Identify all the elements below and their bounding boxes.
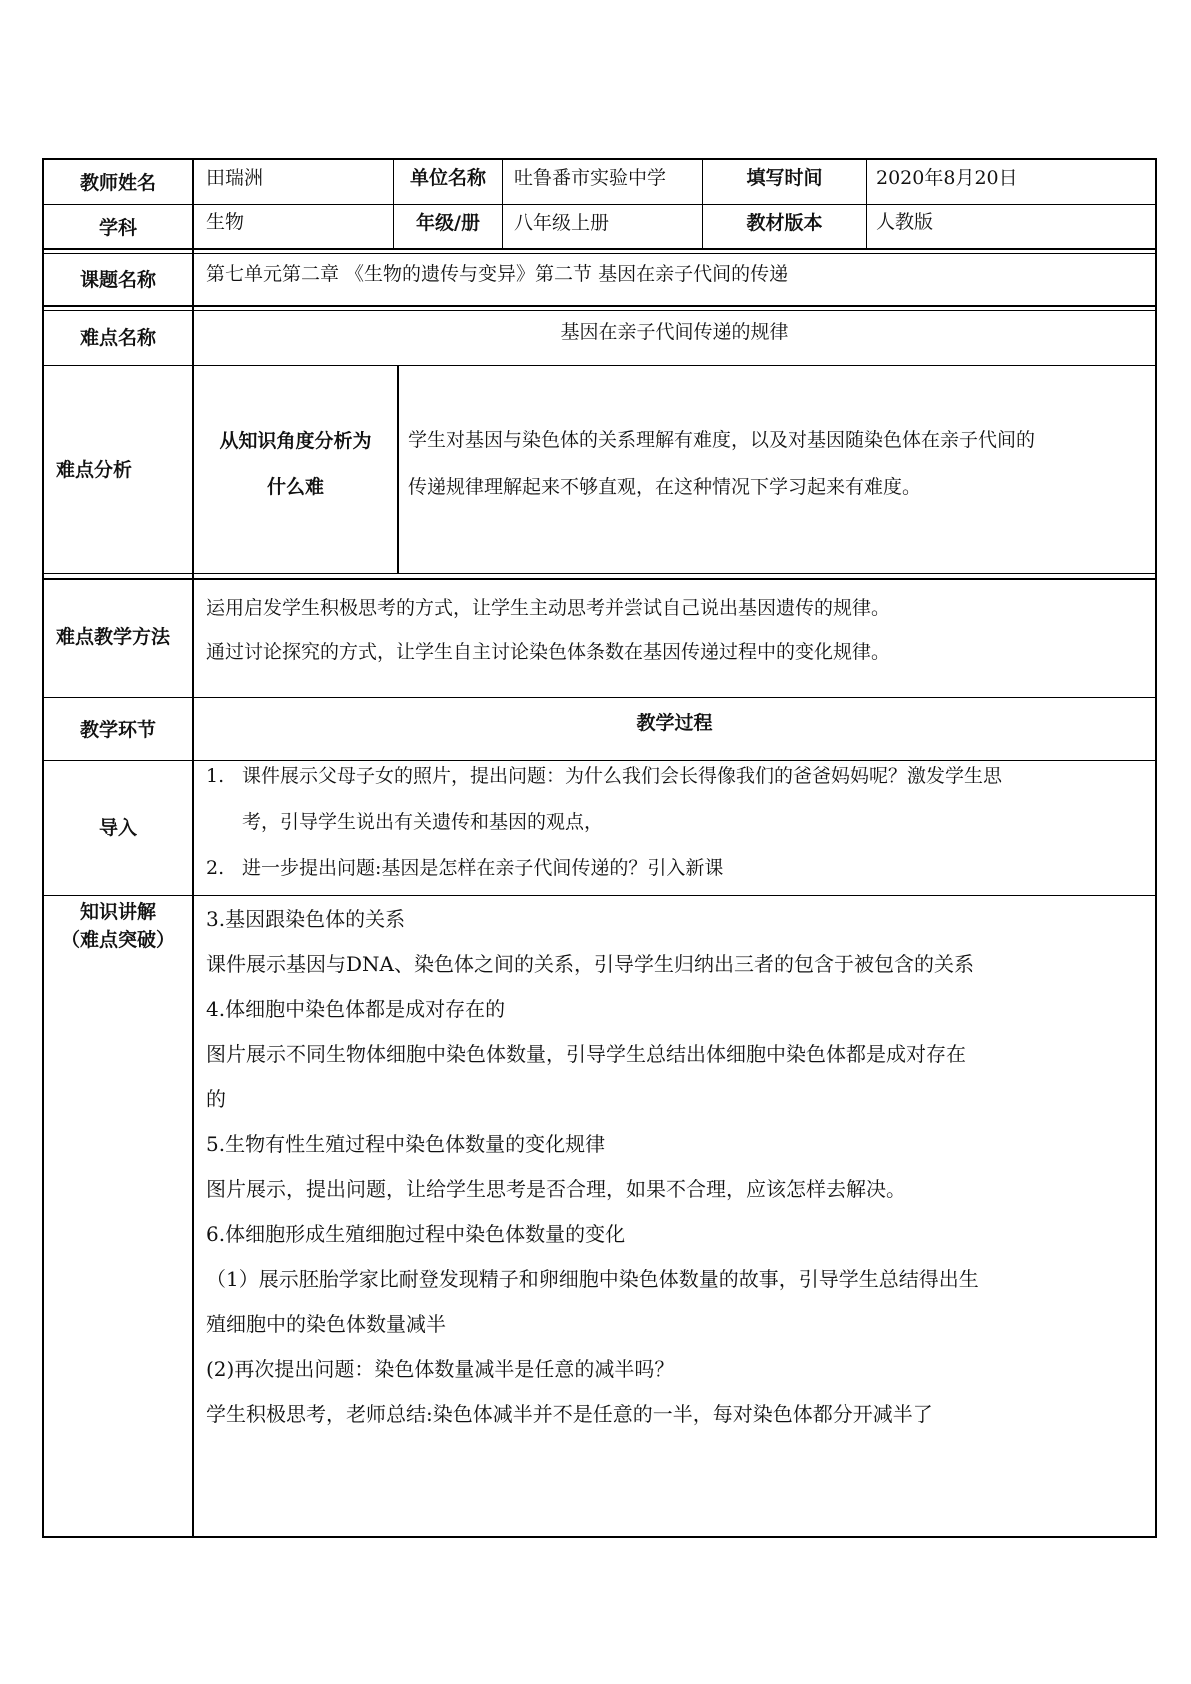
date-label: 填写时间 xyxy=(746,167,823,189)
rule-header-bottom xyxy=(42,248,1157,250)
knowledge-line: 的 xyxy=(206,1087,226,1111)
grade-value: 八年级上册 xyxy=(514,212,610,234)
knowledge-line: 6.体细胞形成生殖细胞过程中染色体数量的变化 xyxy=(206,1222,626,1246)
header-divider-4 xyxy=(866,158,867,250)
topic-label: 课题名称 xyxy=(79,269,156,291)
knowledge-line: 5.生物有性生殖过程中染色体数量的变化规律 xyxy=(206,1132,606,1156)
unit-label: 单位名称 xyxy=(409,167,486,189)
rule-method-bottom xyxy=(42,697,1157,698)
knowledge-line: 图片展示，提出问题，让给学生思考是否合理，如果不合理，应该怎样去解决。 xyxy=(206,1177,906,1201)
header-divider-2 xyxy=(502,158,503,250)
knowledge-content xyxy=(206,897,979,1437)
edition-label: 教材版本 xyxy=(746,212,823,234)
process-header-title: 教学过程 xyxy=(636,712,713,734)
analysis-label: 难点分析 xyxy=(56,459,133,481)
analysis-sub-divider xyxy=(397,365,399,574)
knowledge-line: 学生积极思考，老师总结:染色体减半并不是任意的一半，每对染色体都分开减半了 xyxy=(206,1402,933,1426)
knowledge-line: 4.体细胞中染色体都是成对存在的 xyxy=(206,997,506,1021)
knowledge-line: 课件展示基因与DNA、染色体之间的关系，引导学生归纳出三者的包含于被包含的关系 xyxy=(206,952,974,976)
rule-topic-top xyxy=(42,253,1157,254)
edition-value: 人教版 xyxy=(876,211,934,233)
method-line2: 通过讨论探究的方式，让学生自主讨论染色体条数在基因传递过程中的变化规律。 xyxy=(206,641,891,663)
rule-method-top xyxy=(42,578,1157,580)
knowledge-line: (2)再次提出问题：染色体数量减半是任意的减半吗？ xyxy=(206,1357,675,1381)
grade-label: 年级/册 xyxy=(416,212,480,234)
process-header-label: 教学环节 xyxy=(79,719,156,741)
method-line1: 运用启发学生积极思考的方式，让学生主动思考并尝试自己说出基因遗传的规律。 xyxy=(206,597,891,619)
knowledge-label-line1: 知识讲解 xyxy=(79,901,156,923)
rule-bottom xyxy=(42,1536,1157,1538)
analysis-sub-label-line2: 什么难 xyxy=(266,476,324,498)
intro-item1-number: 1. xyxy=(206,765,225,787)
rule-process-header-bottom xyxy=(42,760,1157,761)
rule-difficulty-bottom xyxy=(42,365,1157,366)
rule-intro-bottom xyxy=(42,895,1157,896)
unit-value: 吐鲁番市实验中学 xyxy=(514,167,667,189)
subject-value: 生物 xyxy=(206,211,245,233)
intro-label: 导入 xyxy=(98,817,137,839)
intro-item1-line1: 课件展示父母子女的照片，提出问题：为什么我们会长得像我们的爸爸妈妈呢？激发学生思 xyxy=(242,765,1003,787)
analysis-text-line1: 学生对基因与染色体的关系理解有难度，以及对基因随染色体在亲子代间的 xyxy=(408,429,1036,451)
knowledge-line: 殖细胞中的染色体数量减半 xyxy=(206,1312,446,1336)
rule-topic-bottom xyxy=(42,305,1157,307)
rule-header-mid xyxy=(42,204,1157,205)
difficulty-label: 难点名称 xyxy=(79,327,156,349)
intro-item2-number: 2. xyxy=(206,857,225,879)
date-value: 2020年8月20日 xyxy=(876,167,1018,189)
teacher-label: 教师姓名 xyxy=(79,172,156,194)
knowledge-line: 图片展示不同生物体细胞中染色体数量，引导学生总结出体细胞中染色体都是成对存在 xyxy=(206,1042,966,1066)
analysis-text-line2: 传递规律理解起来不够直观，在这种情况下学习起来有难度。 xyxy=(408,476,922,498)
subject-label: 学科 xyxy=(98,217,137,239)
knowledge-label-line2: （难点突破） xyxy=(60,929,175,951)
intro-item1-line2: 考，引导学生说出有关遗传和基因的观点， xyxy=(242,811,604,833)
rule-analysis-bottom xyxy=(42,573,1157,574)
difficulty-value: 基因在亲子代间传递的规律 xyxy=(560,321,789,343)
topic-value: 第七单元第二章 《生物的遗传与变异》第二节 基因在亲子代间的传递 xyxy=(206,263,789,285)
method-label: 难点教学方法 xyxy=(56,626,171,648)
intro-item2-line1: 进一步提出问题:基因是怎样在亲子代间传递的？引入新课 xyxy=(242,857,724,879)
knowledge-line: （1）展示胚胎学家比耐登发现精子和卵细胞中染色体数量的故事，引导学生总结得出生 xyxy=(206,1267,979,1291)
knowledge-line: 3.基因跟染色体的关系 xyxy=(206,907,406,931)
analysis-sub-label-line1: 从知识角度分析为 xyxy=(219,430,372,452)
rule-top xyxy=(42,158,1157,160)
rule-difficulty-top xyxy=(42,310,1157,311)
teacher-value: 田瑞洲 xyxy=(206,167,264,189)
